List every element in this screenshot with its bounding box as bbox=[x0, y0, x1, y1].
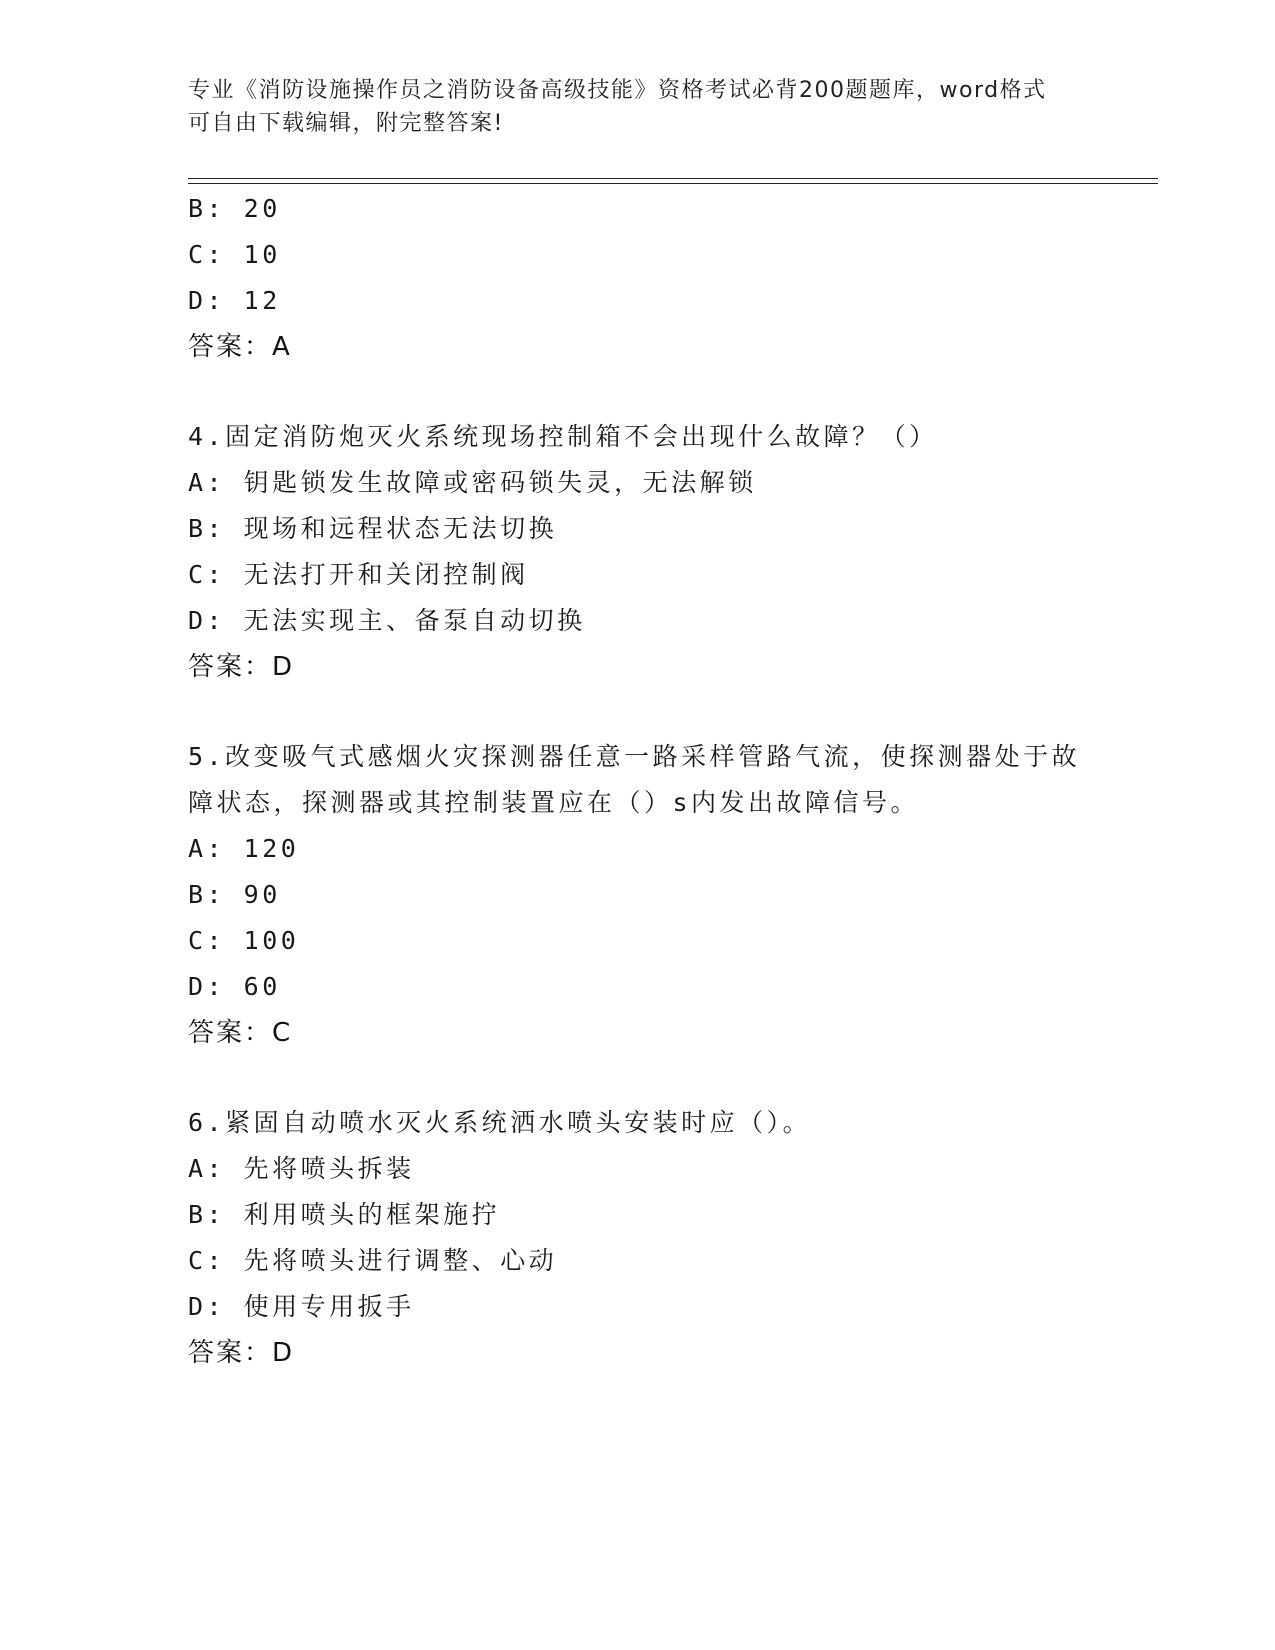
option-b: B: 利用喷头的框架施拧 bbox=[188, 1200, 501, 1229]
question-list bbox=[188, 186, 1088, 1376]
question-text: 6.紧固自动喷水灭火系统洒水喷头安装时应（）。 bbox=[188, 1108, 812, 1137]
answer-label: 答案：A bbox=[188, 332, 292, 362]
option-d: D: 无法实现主、备泵自动切换 bbox=[188, 606, 586, 635]
option-d: D: 使用专用扳手 bbox=[188, 1292, 415, 1321]
question-text: 5.改变吸气式感烟火灾探测器任意一路采样管路气流，使探测器处于故障状态，探测器或其控制装置应在（）s内发出故障信号。 bbox=[188, 742, 1081, 817]
document-title: 专业《消防设施操作员之消防设备高级技能》资格考试必背200题题库，word格式可自由下载编辑，附完整答案! bbox=[188, 78, 1047, 136]
option-a: A: 120 bbox=[188, 834, 300, 863]
option-c: C: 100 bbox=[188, 926, 300, 955]
question-block-partial bbox=[188, 186, 1088, 370]
option-a: A: 先将喷头拆装 bbox=[188, 1154, 415, 1183]
question-text: 4.固定消防炮灭火系统现场控制箱不会出现什么故障？（） bbox=[188, 422, 938, 451]
option-c: C: 无法打开和关闭控制阀 bbox=[188, 560, 529, 589]
option-d: D: 60 bbox=[188, 972, 281, 1001]
option-b: B: 现场和远程状态无法切换 bbox=[188, 514, 558, 543]
answer-label: 答案：C bbox=[188, 1018, 293, 1048]
question-block-4 bbox=[188, 414, 1088, 690]
option-a: A: 钥匙锁发生故障或密码锁失灵，无法解锁 bbox=[188, 468, 757, 497]
option-b: B: 20 bbox=[188, 194, 281, 223]
header-divider-bottom bbox=[188, 183, 1158, 184]
option-b: B: 90 bbox=[188, 880, 281, 909]
document-header bbox=[188, 74, 1068, 140]
question-block-6 bbox=[188, 1100, 1088, 1376]
option-c: C: 先将喷头进行调整、心动 bbox=[188, 1246, 558, 1275]
option-c: C: 10 bbox=[188, 240, 281, 269]
header-divider-top bbox=[188, 178, 1158, 179]
option-d: D: 12 bbox=[188, 286, 281, 315]
answer-label: 答案：D bbox=[188, 652, 295, 682]
answer-label: 答案：D bbox=[188, 1338, 295, 1368]
question-block-5 bbox=[188, 734, 1088, 1056]
